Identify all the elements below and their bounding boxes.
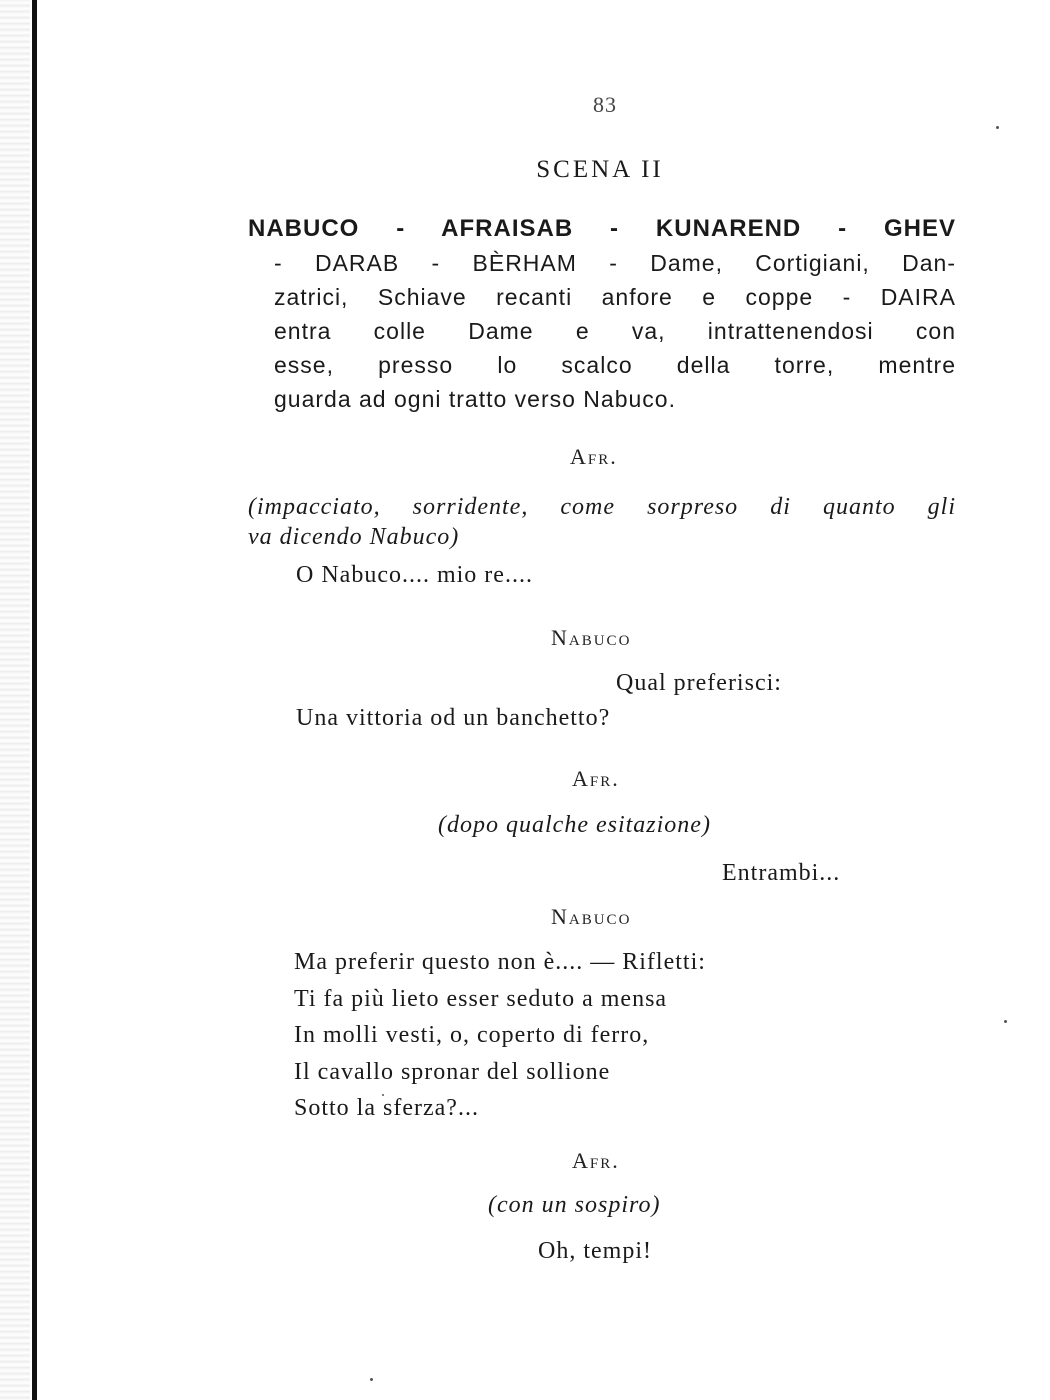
- cast-line: entra colle Dame e va, intrattenendosi con: [274, 318, 956, 344]
- cast-line: zatrici, Schiave recanti anfore e coppe - DAIRA: [274, 284, 956, 310]
- speaker-name: Nabuco: [551, 625, 632, 650]
- speaker-name: Nabuco: [551, 904, 632, 929]
- verse-line: O Nabuco.... mio re....: [296, 562, 533, 588]
- speaker-name: Afr.: [570, 444, 618, 469]
- stage-direction-line: (impacciato, sorridente, come sorpreso di quanto gli: [248, 494, 956, 520]
- verse-block: [294, 944, 914, 1127]
- stage-direction: (con un sospiro): [488, 1192, 661, 1218]
- speaker-name: Afr.: [572, 766, 620, 791]
- verse-line: Una vittoria od un banchetto?: [296, 705, 611, 731]
- cast-list: [248, 212, 956, 416]
- verse-line: In molli vesti, o, coperto di ferro,: [294, 1022, 650, 1048]
- scan-speck: [370, 1378, 373, 1381]
- verse-line: Qual preferisci:: [616, 670, 782, 696]
- verse-line: Ma preferir questo non è.... — Rifletti:: [294, 949, 706, 975]
- binding-edge: [32, 0, 37, 1400]
- cast-line: NABUCO - AFRAISAB - KUNAREND - GHEV: [248, 215, 956, 242]
- stage-direction: [248, 492, 956, 552]
- stage-direction: (dopo qualche esitazione): [438, 812, 711, 838]
- speaker-name: Afr.: [572, 1148, 620, 1173]
- verse-line: Sotto la sferza?...: [294, 1095, 479, 1121]
- scan-speck: [1004, 1020, 1007, 1023]
- verse-line: Oh, tempi!: [538, 1238, 652, 1264]
- verse-line: Il cavallo spronar del sollione: [294, 1058, 611, 1085]
- cast-line: guarda ad ogni tratto verso Nabuco.: [274, 386, 676, 412]
- page-edge-shadow: [0, 0, 30, 1400]
- scene-title: SCENA II: [536, 156, 664, 183]
- page-number: 83: [593, 92, 617, 117]
- stage-direction-line: va dicendo Nabuco): [248, 524, 460, 550]
- verse-line: Ti fa più lieto esser seduto a mensa: [294, 985, 668, 1012]
- scan-speck: [996, 126, 999, 129]
- verse-line: Entrambi...: [722, 860, 841, 886]
- cast-line: - DARAB - BÈRHAM - Dame, Cortigiani, Dan-: [274, 250, 956, 276]
- cast-line: esse, presso lo scalco della torre, mentre: [274, 352, 956, 378]
